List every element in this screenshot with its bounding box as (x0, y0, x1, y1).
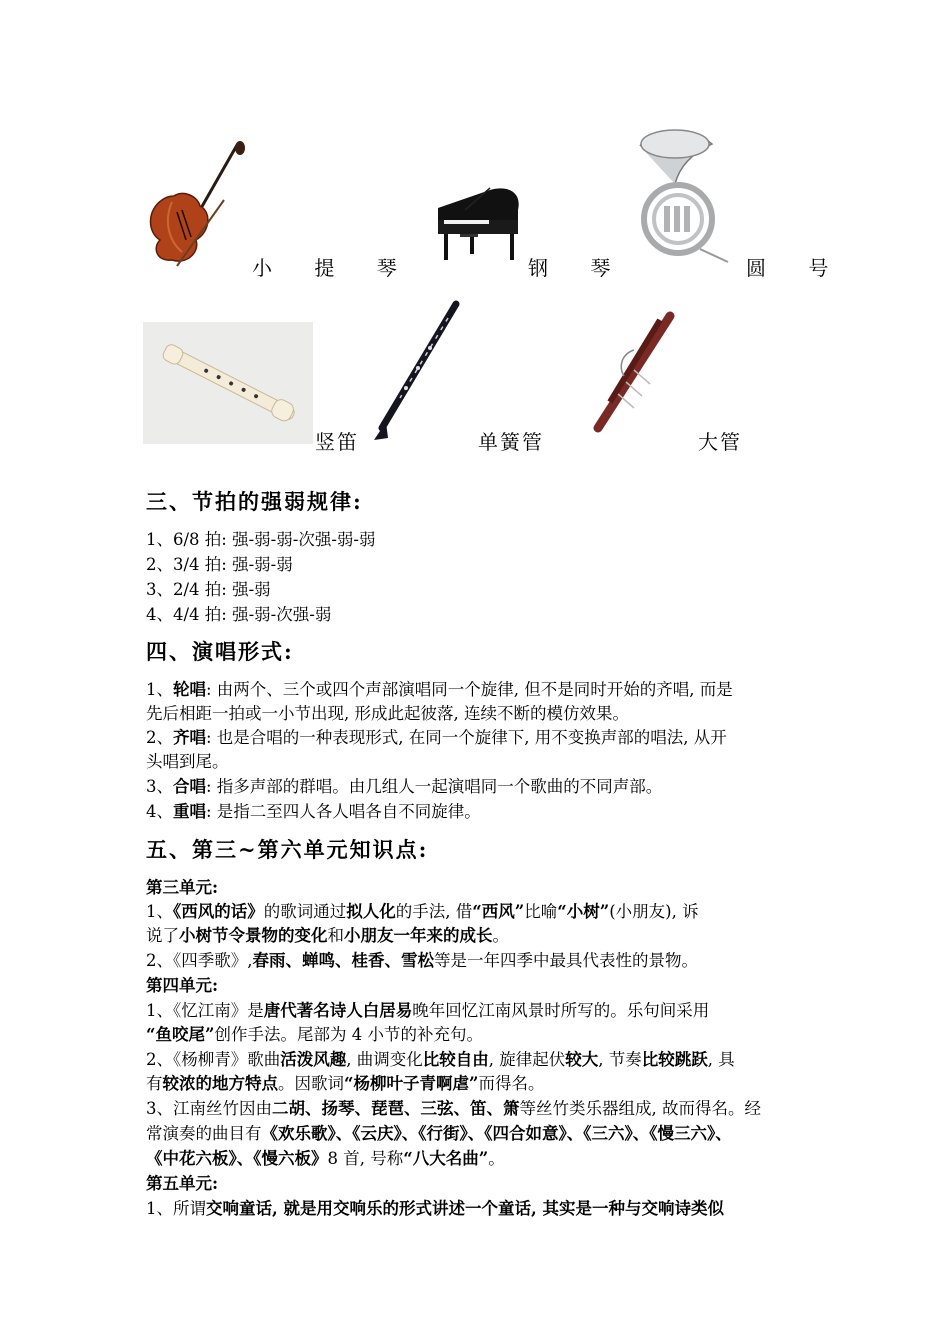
unit-3-title: 第三单元: (146, 878, 219, 897)
unit-4-line-3: 2、《杨柳青》歌曲活泼风趣, 曲调变化比较自由, 旋律起伏较大, 节奏比较跳跃, 具 (146, 1050, 735, 1069)
recorder-photo (143, 322, 313, 444)
unit-5-line-1: 1、所谓交响童话, 就是用交响乐的形式讲述一个童话, 其实是一种与交响诗类似 (146, 1199, 724, 1218)
beat-rule-1: 1、6/8 拍: 强-弱-弱-次强-弱-弱 (146, 530, 376, 549)
instrument-label-violin: 小 提 琴 (252, 256, 415, 280)
unit-4-line-5: 3、江南丝竹因由二胡、扬琴、琵琶、三弦、笛、箫等丝竹类乐器组成, 故而得名。经 (146, 1099, 761, 1118)
beat-rule-4: 4、4/4 拍: 强-弱-次强-弱 (146, 605, 332, 624)
section-4-heading: 四、演唱形式: (146, 639, 294, 664)
instrument-label-clarinet: 单簧管 (478, 430, 544, 454)
unit-4-title: 第四单元: (146, 976, 219, 995)
piano-icon (430, 180, 530, 265)
french-horn-icon (620, 124, 740, 272)
instrument-label-french-horn: 圆 号 (746, 256, 847, 280)
recorder-icon (143, 322, 313, 444)
clarinet-icon (370, 300, 462, 445)
unit-4-line-1: 1、《忆江南》是唐代著名诗人白居易晚年回忆江南风景时所写的。乐句间采用 (146, 1001, 710, 1020)
unit-4-line-4: 有较浓的地方特点。因歌词“杨柳叶子青啊虐”而得名。 (146, 1074, 545, 1093)
singing-form-3: 3、合唱: 指多声部的群唱。由几组人一起演唱同一个歌曲的不同声部。 (146, 777, 663, 796)
unit-3-line-2: 说了小树节令景物的变化和小朋友一年来的成长。 (146, 926, 509, 945)
cello-icon (142, 140, 252, 270)
section-3-heading: 三、节拍的强弱规律: (146, 489, 363, 514)
instrument-label-recorder: 竖笛 (315, 430, 359, 454)
singing-form-1: 1、轮唱: 由两个、三个或四个声部演唱同一个旋律, 但不是同时开始的齐唱, 而是 (146, 680, 733, 699)
unit-4-line-7: 《中花六板》、《慢六板》8 首, 号称“八大名曲”。 (146, 1149, 505, 1168)
instrument-label-bassoon: 大管 (698, 430, 742, 454)
singing-form-1-cont: 先后相距一拍或一小节出现, 形成此起彼落, 连续不断的模仿效果。 (146, 704, 629, 723)
singing-form-4: 4、重唱: 是指二至四人各人唱各自不同旋律。 (146, 802, 481, 821)
beat-rule-2: 2、3/4 拍: 强-弱-弱 (146, 555, 293, 574)
unit-4-line-6: 常演奏的曲目有《欢乐歌》、《云庆》、《行街》、《四合如意》、《三六》、《慢三六》、 (146, 1124, 732, 1143)
bassoon-icon (574, 310, 682, 440)
instrument-label-piano: 钢 琴 (528, 256, 629, 280)
unit-3-line-1: 1、《西风的话》的歌词通过拟人化的手法, 借“西风”比喻“小树”(小朋友), 诉 (146, 902, 699, 921)
section-5-heading: 五、第三~第六单元知识点: (146, 837, 429, 862)
unit-4-line-2: “鱼咬尾”创作手法。尾部为 4 小节的补充句。 (146, 1025, 483, 1044)
unit-5-title: 第五单元: (146, 1174, 219, 1193)
unit-3-line-3: 2、《四季歌》,春雨、蝉鸣、桂香、雪松等是一年四季中最具代表性的景物。 (146, 951, 698, 970)
beat-rule-3: 3、2/4 拍: 强-弱 (146, 580, 271, 599)
singing-form-2: 2、齐唱: 也是合唱的一种表现形式, 在同一个旋律下, 用不变换声部的唱法, 从开 (146, 728, 727, 747)
singing-form-2-cont: 头唱到尾。 (146, 752, 229, 771)
